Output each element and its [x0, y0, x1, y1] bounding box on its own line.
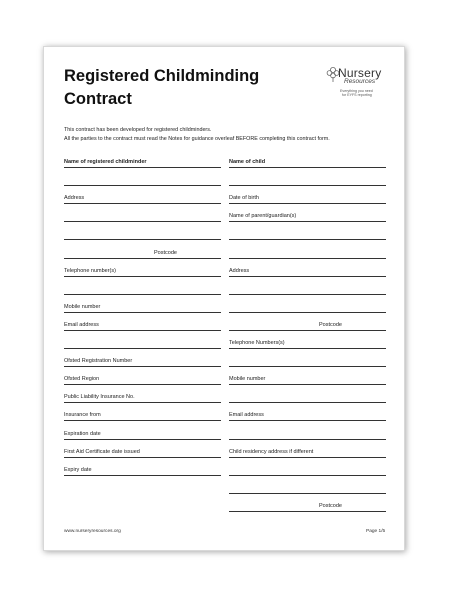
label-child-postcode: Postcode	[319, 322, 342, 328]
footer-website: www.nurseryresources.org	[64, 529, 121, 534]
intro-text: All the parties to the contract must read the Notes for guidance overleaf BEFORE completing this contract form.	[64, 136, 330, 142]
residency-address-field-2[interactable]	[229, 475, 386, 476]
childminder-email-field-2[interactable]	[64, 348, 221, 349]
label-date-of-birth: Date of birth	[229, 195, 259, 201]
expiration-date-field[interactable]	[64, 439, 221, 440]
childminder-name-field-2[interactable]	[64, 185, 221, 186]
residency-address-field[interactable]	[229, 457, 386, 458]
logo-tagline: for EYFS reporting	[342, 93, 372, 97]
label-insurance-from: Insurance from	[64, 412, 101, 418]
insurance-from-field[interactable]	[64, 420, 221, 421]
label-childminder-postcode: Postcode	[154, 250, 177, 256]
logo-brand-sub: Resources	[344, 78, 376, 85]
telephone-numbers-field-2[interactable]	[229, 366, 386, 367]
parent-mobile-field-2[interactable]	[229, 402, 386, 403]
childminder-mobile-field[interactable]	[64, 312, 221, 313]
date-of-birth-field[interactable]	[229, 203, 386, 204]
childminder-postcode-field[interactable]	[64, 258, 221, 259]
child-name-field-2[interactable]	[229, 185, 386, 186]
label-childminder-mobile: Mobile number	[64, 304, 101, 310]
label-childminder-address: Address	[64, 195, 85, 201]
label-first-aid: First Aid Certificate date issued	[64, 449, 140, 455]
label-expiry-date: Expiry date	[64, 467, 92, 473]
label-telephone-numbers: Telephone Numbers(s)	[229, 340, 285, 346]
label-parent-mobile: Mobile number	[229, 376, 266, 382]
intro-text: This contract has been developed for registered childminders.	[64, 127, 212, 133]
expiry-date-field[interactable]	[64, 475, 221, 476]
parent-guardian-field[interactable]	[229, 221, 386, 222]
parent-guardian-field-3[interactable]	[229, 258, 386, 259]
label-child-name: Name of child	[229, 159, 266, 165]
child-address-field-2[interactable]	[229, 294, 386, 295]
footer-page-number: Page 1/5	[366, 529, 386, 534]
label-ofsted-registration: Ofsted Registration Number	[64, 358, 133, 364]
label-childminder-name: Name of registered childminder	[64, 159, 147, 165]
label-expiration-date: Expiration date	[64, 431, 101, 437]
label-liability-insurance: Public Liability Insurance No.	[64, 394, 135, 400]
label-ofsted-region: Ofsted Region	[64, 376, 100, 382]
label-residency-address: Child residency address if different	[229, 449, 314, 455]
label-childminder-telephone: Telephone number(s)	[64, 268, 116, 274]
childminder-address-field-2[interactable]	[64, 221, 221, 222]
childminder-address-field-3[interactable]	[64, 239, 221, 240]
parent-email-field[interactable]	[229, 420, 386, 421]
child-postcode-field[interactable]	[229, 330, 386, 331]
childminder-name-field[interactable]	[64, 167, 221, 168]
childminder-telephone-field-2[interactable]	[64, 294, 221, 295]
contract-page	[43, 46, 405, 551]
ofsted-region-field[interactable]	[64, 384, 221, 385]
liability-insurance-field[interactable]	[64, 402, 221, 403]
telephone-numbers-field[interactable]	[229, 348, 386, 349]
label-parent-email: Email address	[229, 412, 264, 418]
childminder-address-field[interactable]	[64, 203, 221, 204]
parent-email-field-2[interactable]	[229, 439, 386, 440]
child-address-field[interactable]	[229, 276, 386, 277]
residency-address-field-3[interactable]	[229, 493, 386, 494]
child-address-field-3[interactable]	[229, 312, 386, 313]
page-title: Registered Childminding Contract	[64, 67, 260, 108]
first-aid-field[interactable]	[64, 457, 221, 458]
label-parent-guardian: Name of parent/guardian(s)	[229, 213, 297, 219]
childminder-telephone-field[interactable]	[64, 276, 221, 277]
childminder-email-field[interactable]	[64, 330, 221, 331]
logo-brand: Nursery	[338, 66, 382, 80]
logo-tagline: Everything you need	[340, 89, 373, 93]
parent-guardian-field-2[interactable]	[229, 239, 386, 240]
label-residency-postcode: Postcode	[319, 503, 342, 509]
ofsted-registration-field[interactable]	[64, 366, 221, 367]
nursery-resources-logo	[326, 66, 388, 104]
parent-mobile-field[interactable]	[229, 384, 386, 385]
residency-postcode-field[interactable]	[229, 511, 386, 512]
label-child-address: Address	[229, 268, 250, 274]
child-name-field[interactable]	[229, 167, 386, 168]
label-childminder-email: Email address	[64, 322, 99, 328]
